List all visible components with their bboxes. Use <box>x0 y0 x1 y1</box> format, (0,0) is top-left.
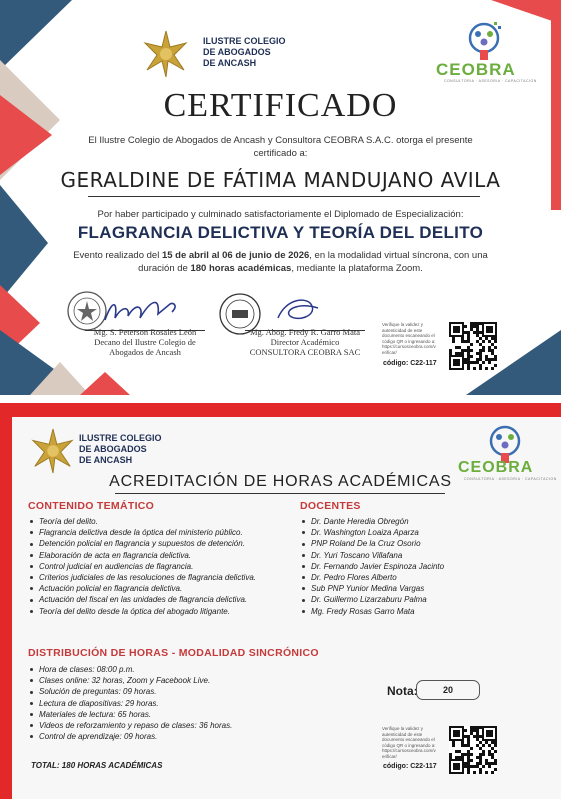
intro-line: certificado a: <box>253 148 308 159</box>
teacher-item: Dr. Fernando Javier Espinoza Jacinto <box>300 561 444 572</box>
hours-item: Videos de reforzamiento y repaso de clases: 36 horas. <box>28 720 232 731</box>
content-item: Actuación del fiscal en las unidades de flagrancia delictiva. <box>28 594 256 605</box>
title-underline <box>115 493 445 494</box>
verify-line: erificar/ <box>382 753 397 759</box>
hours-item: Clases online: 32 horas, Zoom y Facebook Live. <box>28 675 232 686</box>
certificate-page <box>0 0 561 395</box>
grade-label: Nota: <box>387 684 418 698</box>
signer-role: Decano del Ilustre Colegio de <box>94 337 196 347</box>
accreditation-code: código: C22-117 <box>383 763 437 770</box>
content-item: Teoría del delito desde la óptica del abogado litigante. <box>28 606 256 617</box>
people-network-icon <box>462 20 506 62</box>
teachers-list <box>300 516 444 617</box>
verify-line: https://cursosceobra.com/v <box>382 344 436 349</box>
decor-triangle <box>80 372 130 395</box>
teacher-item: Sub PNP Yunior Medina Vargas <box>300 583 444 594</box>
decor-bar <box>12 403 561 417</box>
content-item: Criterios judiciales de las resoluciones de flagrancia delictiva. <box>28 572 256 583</box>
hours-item: Hora de clases: 08:00 p.m. <box>28 664 232 675</box>
content-item: Control judicial en audiencias de flagrancia. <box>28 561 256 572</box>
signature-block-dean <box>60 327 230 357</box>
content-item: Elaboración de acta en flagrancia delictiva. <box>28 550 256 561</box>
name-underline <box>88 196 480 197</box>
verification-text <box>382 726 444 759</box>
signer-name: Mg. S. Peterson Rosales León <box>93 327 197 337</box>
verify-line: código QR o ingresando a: <box>382 338 436 344</box>
institution-line: DE ABOGADOS <box>203 47 271 57</box>
teacher-item: Dr. Washington Loaiza Aparza <box>300 527 444 538</box>
certificate-title: CERTIFICADO <box>163 87 398 124</box>
hours-item: Solución de preguntas: 09 horas. <box>28 686 232 697</box>
teacher-item: Dr. Pedro Flores Alberto <box>300 572 444 583</box>
verify-line: Verifique la validez y <box>382 726 424 731</box>
content-item: Teoría del delito. <box>28 516 256 527</box>
event-text: , en la modalidad virtual síncrona, con una <box>309 250 488 261</box>
duration-text: , mediante la plataforma Zoom. <box>291 263 423 274</box>
decor-bar <box>0 403 12 799</box>
intro-line: El Ilustre Colegio de Abogados de Ancash y Consultora CEOBRA S.A.C. otorga el presente <box>88 135 473 146</box>
student-name: GERALDINE DE FÁTIMA MANDUJANO AVILA <box>60 168 501 192</box>
teachers-section-title: DOCENTES <box>300 500 361 512</box>
qr-code-icon[interactable] <box>449 322 497 370</box>
verify-line: autenticidad de este <box>382 731 423 737</box>
hours-list <box>28 664 232 742</box>
content-item: Flagrancia delictiva desde la óptica del ministerio público. <box>28 527 256 538</box>
teacher-item: PNP Roland De la Cruz Osorio <box>300 538 444 549</box>
content-item: Actuación policial en flagrancia delictiva. <box>28 583 256 594</box>
verify-line: erificar/ <box>382 349 397 355</box>
content-list <box>28 516 256 617</box>
participation-text: Por haber participado y culminado satisfactoriamente el Diplomado de Especialización: <box>97 209 464 220</box>
verify-line: documento escaneando el <box>382 737 435 742</box>
teacher-item: Mg. Fredy Rosas Garro Mata <box>300 606 444 617</box>
ceobra-logo-text: CEOBRA <box>436 60 516 79</box>
duration-text: duración de <box>138 263 191 274</box>
grade-value: 20 <box>416 680 480 700</box>
hours-section-title: DISTRIBUCIÓN DE HORAS - MODALIDAD SINCRÓNICO <box>28 647 319 659</box>
institution-name <box>79 433 162 466</box>
signer-name: Mg. Abog. Fredy R. Garro Mata <box>249 327 360 337</box>
signer-role: Director Académico <box>270 337 340 347</box>
event-text: Evento realizado del <box>73 250 162 261</box>
star-emblem-icon <box>142 30 190 78</box>
hours-item: Control de aprendizaje: 09 horas. <box>28 731 232 742</box>
course-title: FLAGRANCIA DELICTIVA Y TEORÍA DEL DELITO <box>77 223 484 242</box>
hours-item: Materiales de lectura: 65 horas. <box>28 709 232 720</box>
signer-role: CONSULTORA CEOBRA SAC <box>249 347 361 357</box>
institution-line: ILUSTRE COLEGIO <box>79 433 162 443</box>
teacher-item: Dr. Guillermo Lizarzaburu Palma <box>300 594 444 605</box>
total-hours: TOTAL: 180 HORAS ACADÉMICAS <box>31 761 163 770</box>
hours-item: Lectura de diapositivas: 29 horas. <box>28 698 232 709</box>
teacher-item: Dr. Yuri Toscano Villafana <box>300 550 444 561</box>
signature-block-director <box>215 327 395 357</box>
signature-scribble-icon <box>100 292 185 330</box>
signer-role: Abogados de Ancash <box>109 347 181 357</box>
verify-line: documento escaneando el <box>382 333 435 338</box>
verify-line: código QR o ingresando a: <box>382 742 436 748</box>
certificate-intro <box>40 134 521 160</box>
ceobra-tagline: CONSULTORIA · ASESORIA · CAPACITACION <box>464 477 557 481</box>
institution-line: DE ANCASH <box>79 455 133 465</box>
star-emblem-icon <box>30 428 76 474</box>
verify-line: autenticidad de este <box>382 327 423 333</box>
institution-name <box>203 36 286 69</box>
verification-text <box>382 322 444 355</box>
ceobra-tagline: CONSULTORIA · ASESORIA · CAPACITACION <box>444 79 537 83</box>
duration-hours: 180 horas académicas <box>190 263 292 274</box>
accreditation-title: ACREDITACIÓN DE HORAS ACADÉMICAS <box>109 473 452 490</box>
event-details <box>40 249 521 275</box>
teacher-item: Dr. Dante Heredia Obregón <box>300 516 444 527</box>
verify-line: Verifique la validez y <box>382 322 424 327</box>
accreditation-page <box>0 403 561 799</box>
content-item: Detención policial en flagrancia y supuestos de detención. <box>28 538 256 549</box>
institution-line: DE ABOGADOS <box>79 444 147 454</box>
decor-triangle <box>0 185 48 301</box>
institution-line: DE ANCASH <box>203 58 257 68</box>
certificate-code: código: C22-117 <box>383 360 437 367</box>
content-section-title: CONTENIDO TEMÁTICO <box>28 500 155 512</box>
signature-scribble-icon <box>268 292 328 328</box>
event-dates: 15 de abril al 06 de junio de 2026 <box>161 250 310 261</box>
verify-line: https://cursosceobra.com/v <box>382 748 436 753</box>
institution-line: ILUSTRE COLEGIO <box>203 36 286 46</box>
ceobra-logo-text: CEOBRA <box>458 459 534 476</box>
qr-code-icon[interactable] <box>449 726 497 774</box>
